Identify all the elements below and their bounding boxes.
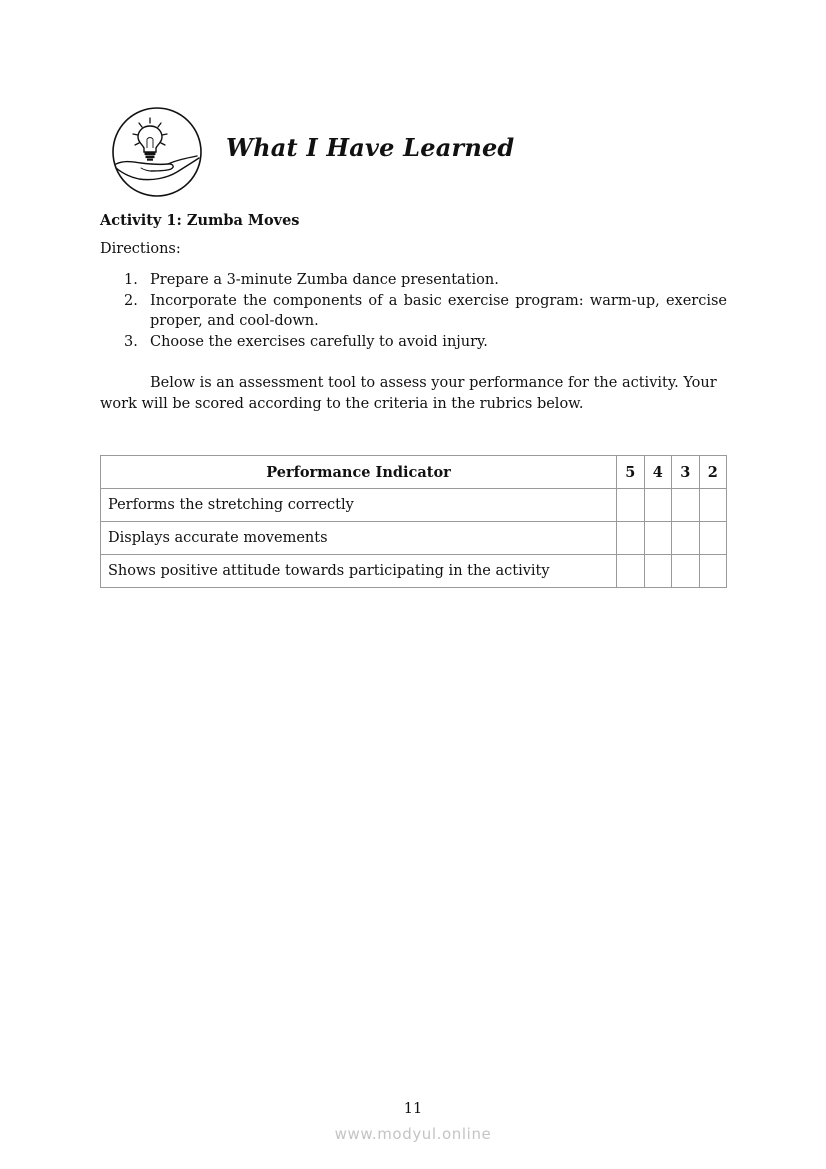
directions-label: Directions: bbox=[100, 241, 181, 257]
section-title: What I Have Learned bbox=[226, 133, 515, 162]
table-row bbox=[101, 555, 727, 588]
score-cell bbox=[699, 489, 727, 522]
list-item-number: 1. bbox=[124, 272, 138, 288]
page-number: 11 bbox=[403, 1101, 423, 1117]
score-cell bbox=[672, 522, 700, 555]
assessment-paragraph bbox=[100, 373, 727, 415]
list-item bbox=[100, 332, 727, 353]
directions-list bbox=[100, 270, 727, 353]
lightbulb-on-hand-icon bbox=[111, 106, 203, 198]
rubric-header-row bbox=[101, 456, 727, 489]
list-item-number: 2. bbox=[124, 292, 138, 309]
score-cell bbox=[699, 522, 727, 555]
score-cell bbox=[672, 555, 700, 588]
rubric-table bbox=[100, 455, 727, 588]
score-cell bbox=[644, 555, 672, 588]
indicator-cell: Shows positive attitude towards participating in the activity bbox=[101, 555, 617, 588]
indicator-cell: Performs the stretching correctly bbox=[101, 489, 617, 522]
list-item bbox=[100, 291, 727, 332]
score-cell bbox=[617, 489, 645, 522]
score-cell bbox=[617, 555, 645, 588]
score-cell bbox=[672, 489, 700, 522]
list-item-number: 3. bbox=[124, 334, 138, 351]
table-row bbox=[101, 489, 727, 522]
list-item-text: Choose the exercises carefully to avoid injury. bbox=[150, 334, 488, 351]
score-header-4: 4 bbox=[644, 456, 672, 489]
watermark: www.modyul.online bbox=[334, 1125, 492, 1143]
score-header-2: 2 bbox=[699, 456, 727, 489]
table-row bbox=[101, 522, 727, 555]
score-cell bbox=[644, 489, 672, 522]
score-cell bbox=[699, 555, 727, 588]
list-item-text: Prepare a 3-minute Zumba dance presentation. bbox=[150, 272, 499, 288]
list-item-text: Incorporate the components of a basic exercise program: warm-up, exercise proper, and cool-down. bbox=[150, 292, 727, 330]
performance-indicator-header: Performance Indicator bbox=[101, 456, 617, 489]
score-cell bbox=[617, 522, 645, 555]
activity-title: Activity 1: Zumba Moves bbox=[100, 212, 300, 229]
score-header-3: 3 bbox=[672, 456, 700, 489]
score-header-5: 5 bbox=[617, 456, 645, 489]
indicator-cell: Displays accurate movements bbox=[101, 522, 617, 555]
assessment-paragraph-text: Below is an assessment tool to assess your performance for the activity. Your work will be scored according to the criteria in the rubrics below. bbox=[100, 375, 717, 412]
score-cell bbox=[644, 522, 672, 555]
list-item bbox=[100, 270, 727, 291]
